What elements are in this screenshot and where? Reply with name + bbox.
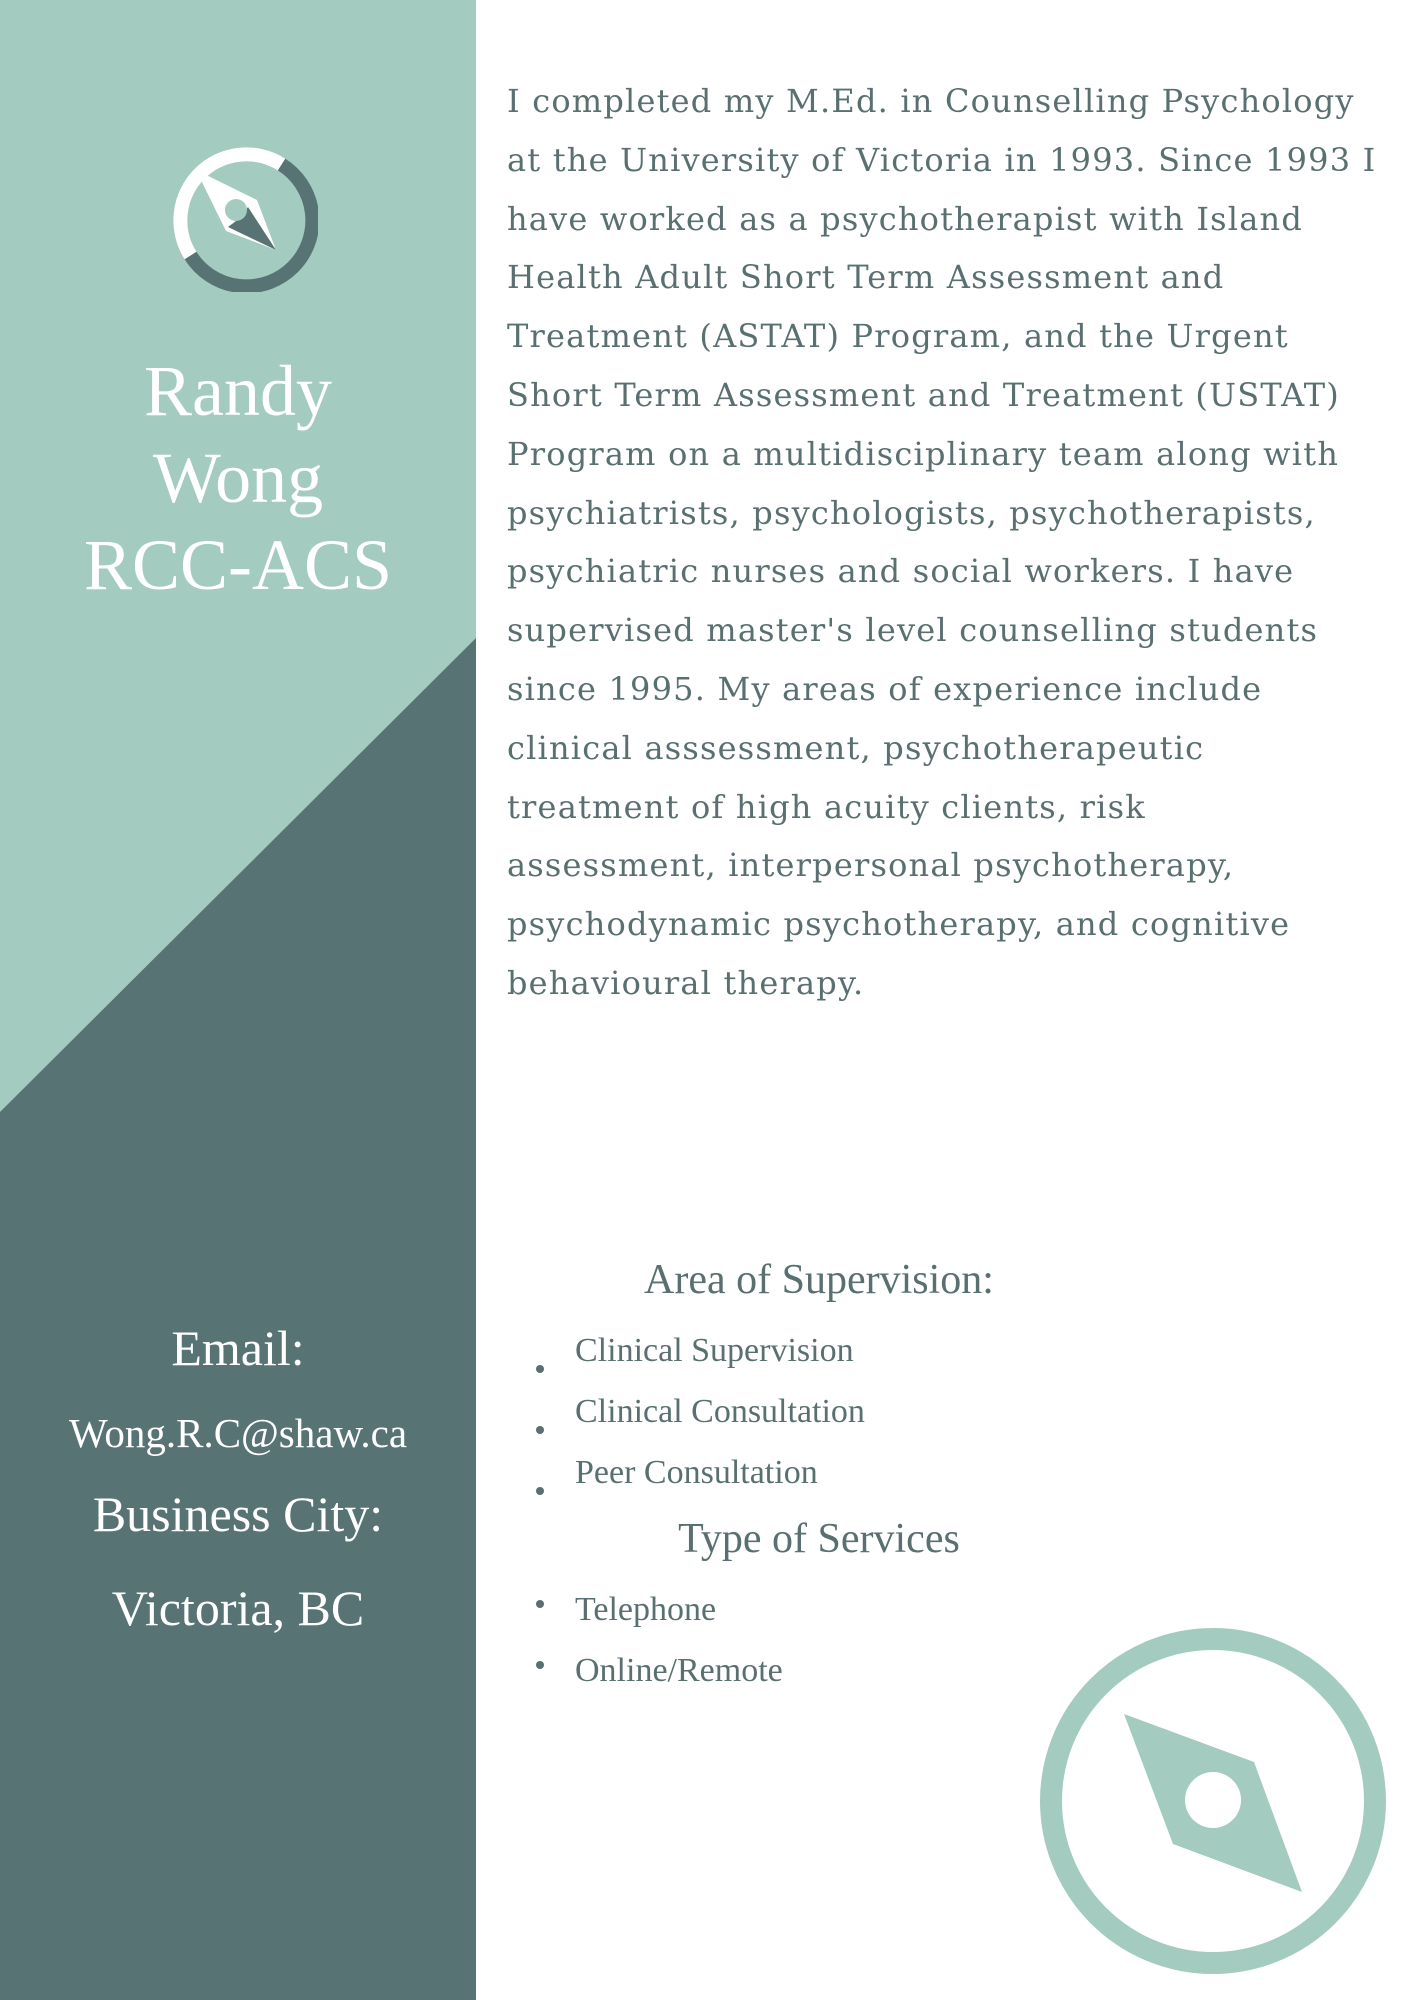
bio-paragraph: I completed my M.Ed. in Counselling Psychology at the University of Victoria in 1993. Since 1993 I have worked as a psychotherapist with Island Health Adult Short Term Assessment and Treatment (ASTAT) Program, and the Urgent Short Term Assessment and Treatment (USTAT) Program on a multidisciplinary team along with psychiatrists, psychologists, psychotherapists, psychiatric nurses and social workers. I have supervised master's level counselling students since 1995. My areas of experience include clinical asssessment, psychotherapeutic treatment of high acuity clients, risk assessment, interpersonal psychotherapy, psychodynamic psychotherapy, and cognitive behavioural therapy.	[507, 82, 1377, 1002]
list-item	[530, 1388, 865, 1449]
list-item-label: Peer Consultation	[575, 1454, 818, 1491]
list-item	[530, 1327, 865, 1388]
compass-watermark-icon	[1038, 1626, 1388, 1976]
profile-name	[0, 348, 476, 609]
name-credentials: RCC-ACS	[83, 525, 393, 605]
list-item-label: Telephone	[575, 1591, 717, 1628]
bullet-icon	[536, 1426, 544, 1434]
business-city-value: Victoria, BC	[111, 1580, 365, 1636]
bullet-icon	[536, 1600, 544, 1608]
list-item-label: Clinical Consultation	[575, 1393, 865, 1430]
business-city-label: Business City:	[92, 1486, 384, 1542]
services-heading: Type of Services	[678, 1516, 960, 1562]
sidebar	[0, 0, 476, 2000]
supervision-list	[530, 1327, 865, 1510]
list-item	[530, 1586, 783, 1647]
name-first: Randy	[144, 351, 332, 431]
list-item-label: Clinical Supervision	[575, 1332, 854, 1369]
supervision-heading: Area of Supervision:	[644, 1257, 994, 1303]
bullet-icon	[536, 1365, 544, 1373]
sidebar-background	[0, 0, 476, 2000]
name-last: Wong	[152, 438, 324, 518]
email-label: Email:	[171, 1320, 305, 1376]
compass-icon	[154, 128, 318, 292]
list-item	[530, 1449, 865, 1510]
services-list	[530, 1586, 783, 1708]
email-value[interactable]: Wong.R.C@shaw.ca	[68, 1410, 408, 1456]
bullet-icon	[536, 1487, 544, 1495]
list-item-label: Online/Remote	[575, 1652, 783, 1689]
list-item	[530, 1647, 783, 1708]
bullet-icon	[536, 1661, 544, 1669]
